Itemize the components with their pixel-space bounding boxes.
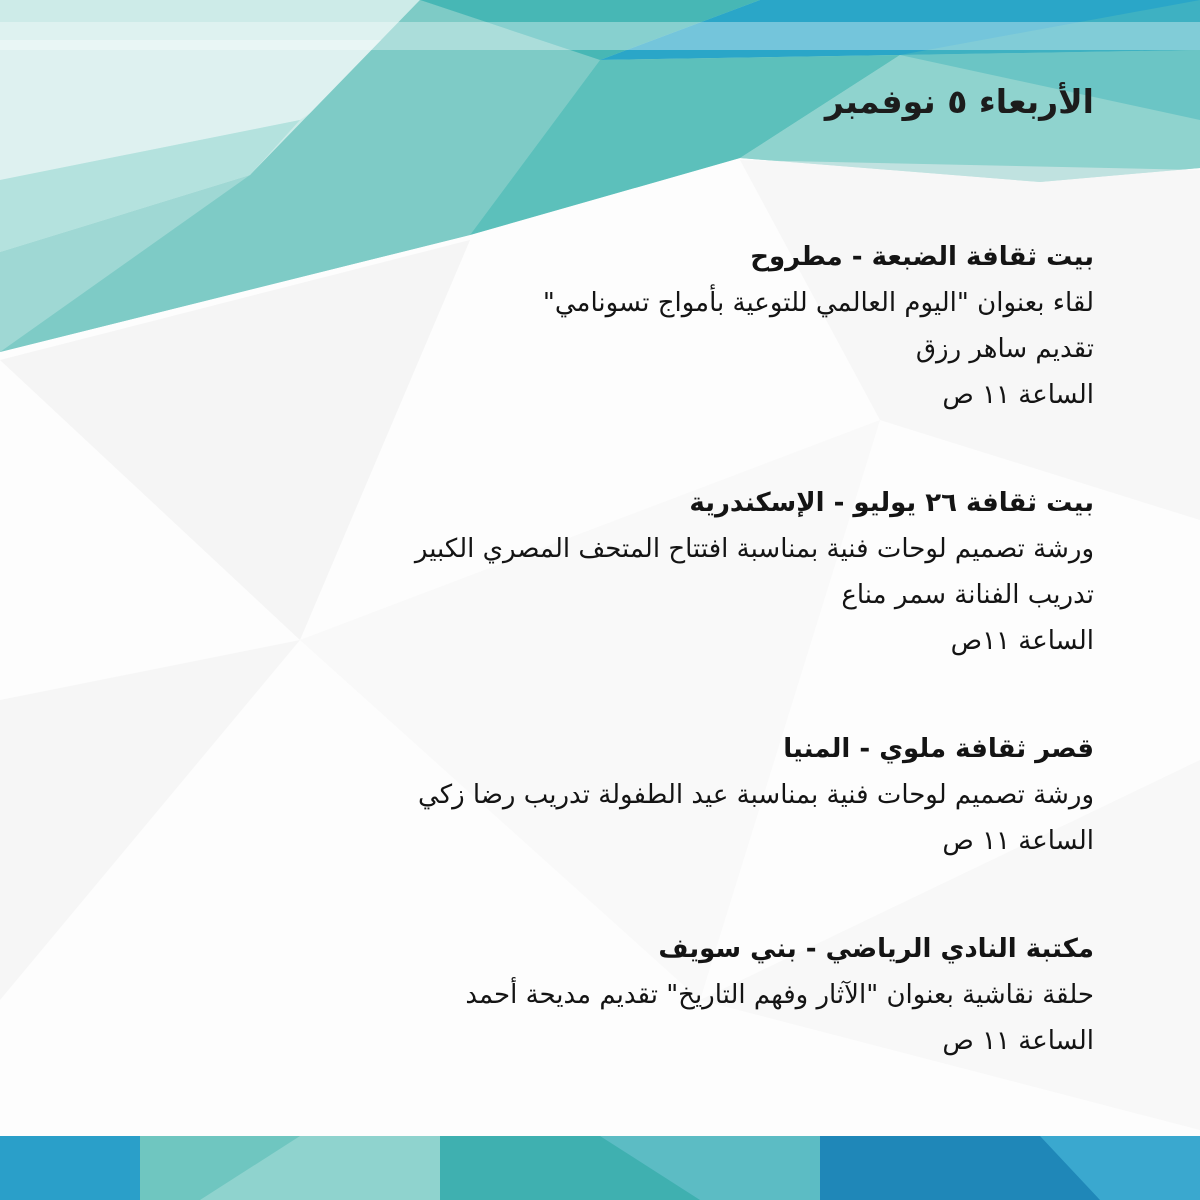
event-item [274,480,1094,664]
footer-strip [0,1136,1200,1200]
event-description: ورشة تصميم لوحات فنية بمناسبة عيد الطفولة تدريب رضا زكي [418,780,1094,810]
event-item [274,234,1094,418]
event-time: الساعة ١١ص [950,626,1094,656]
event-venue: بيت ثقافة الضبعة - مطروح [750,242,1094,272]
event-presenter: تدريب الفنانة سمر مناع [841,580,1094,610]
page-title: الأربعاء ٥ نوفمبر [824,82,1094,121]
event-venue: قصر ثقافة ملوي - المنيا [783,734,1094,764]
event-description: ورشة تصميم لوحات فنية بمناسبة افتتاح المتحف المصري الكبير [414,534,1094,564]
event-item [274,726,1094,864]
event-time: الساعة ١١ ص [942,380,1094,410]
event-presenter: تقديم ساهر رزق [915,334,1094,364]
event-item [274,926,1094,1064]
event-time: الساعة ١١ ص [942,826,1094,856]
event-venue: بيت ثقافة ٢٦ يوليو - الإسكندرية [689,488,1094,518]
event-venue: مكتبة النادي الرياضي - بني سويف [658,934,1094,964]
event-description: لقاء بعنوان "اليوم العالمي للتوعية بأمواج تسونامي" [542,288,1094,318]
event-description: حلقة نقاشية بعنوان "الآثار وفهم التاريخ" تقديم مديحة أحمد [465,980,1094,1010]
events-list [274,234,1094,1126]
event-time: الساعة ١١ ص [942,1026,1094,1056]
